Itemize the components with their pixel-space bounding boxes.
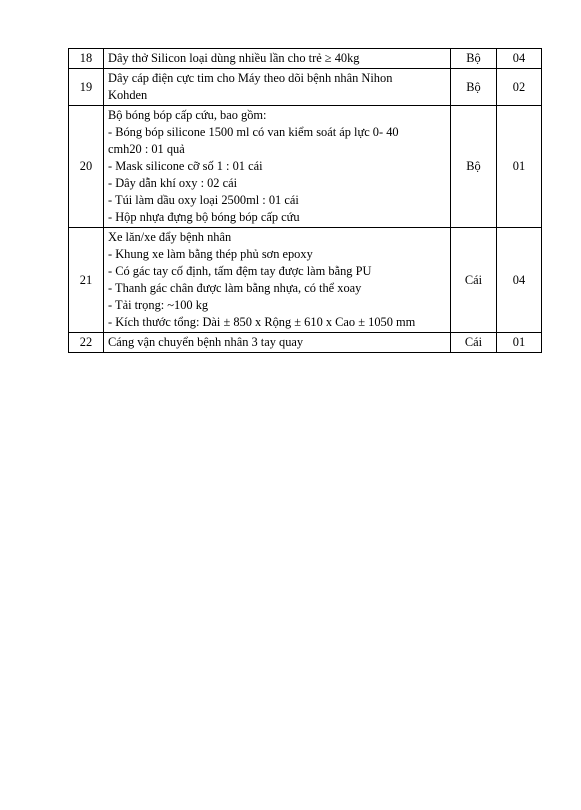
row-number: 18 — [69, 49, 104, 69]
description-line: - Bóng bóp silicone 1500 ml có van kiểm soát áp lực 0- 40 — [108, 125, 399, 139]
description-line: - Khung xe làm bằng thép phủ sơn epoxy — [108, 247, 313, 261]
quantity-cell: 02 — [497, 69, 542, 106]
description-line: Dây thở Silicon loại dùng nhiều lần cho trẻ ≥ 40kg — [108, 51, 360, 65]
quantity-cell: 01 — [497, 333, 542, 353]
row-number: 20 — [69, 106, 104, 228]
row-number: 22 — [69, 333, 104, 353]
table-row — [69, 49, 542, 69]
item-description — [104, 106, 451, 228]
description-line: Cáng vận chuyển bệnh nhân 3 tay quay — [108, 335, 304, 349]
description-line: - Hộp nhựa đựng bộ bóng bóp cấp cứu — [108, 210, 300, 224]
table-row — [69, 333, 542, 353]
table-row — [69, 106, 542, 228]
description-line: cmh20 : 01 quả — [108, 142, 185, 156]
description-line: Kohden — [108, 88, 148, 102]
quantity-cell: 01 — [497, 106, 542, 228]
table-row — [69, 228, 542, 333]
description-line: Dây cáp điện cực tim cho Máy theo dõi bệnh nhân Nihon — [108, 71, 393, 85]
item-description — [104, 333, 451, 353]
quantity-cell: 04 — [497, 228, 542, 333]
description-line: - Có gác tay cố định, tấm đệm tay được làm bằng PU — [108, 264, 372, 278]
row-number: 21 — [69, 228, 104, 333]
item-description — [104, 228, 451, 333]
item-description — [104, 69, 451, 106]
equipment-table — [68, 48, 542, 353]
document-page — [68, 48, 541, 353]
description-line: - Thanh gác chân được làm bằng nhựa, có thể xoay — [108, 281, 362, 295]
quantity-cell: 04 — [497, 49, 542, 69]
description-line: - Mask silicone cỡ số 1 : 01 cái — [108, 159, 263, 173]
unit-cell: Bộ — [451, 49, 497, 69]
description-line: Xe lăn/xe đẩy bệnh nhân — [108, 230, 232, 244]
unit-cell: Cái — [451, 333, 497, 353]
item-description — [104, 49, 451, 69]
description-line: - Dây dẫn khí oxy : 02 cái — [108, 176, 238, 190]
row-number: 19 — [69, 69, 104, 106]
description-line: - Tải trọng: ~100 kg — [108, 298, 209, 312]
unit-cell: Bộ — [451, 69, 497, 106]
description-line: - Kích thước tổng: Dài ± 850 x Rộng ± 610 x Cao ± 1050 mm — [108, 315, 416, 329]
description-line: - Túi làm dầu oxy loại 2500ml : 01 cái — [108, 193, 299, 207]
unit-cell: Bộ — [451, 106, 497, 228]
table-row — [69, 69, 542, 106]
unit-cell: Cái — [451, 228, 497, 333]
description-line: Bộ bóng bóp cấp cứu, bao gồm: — [108, 108, 267, 122]
